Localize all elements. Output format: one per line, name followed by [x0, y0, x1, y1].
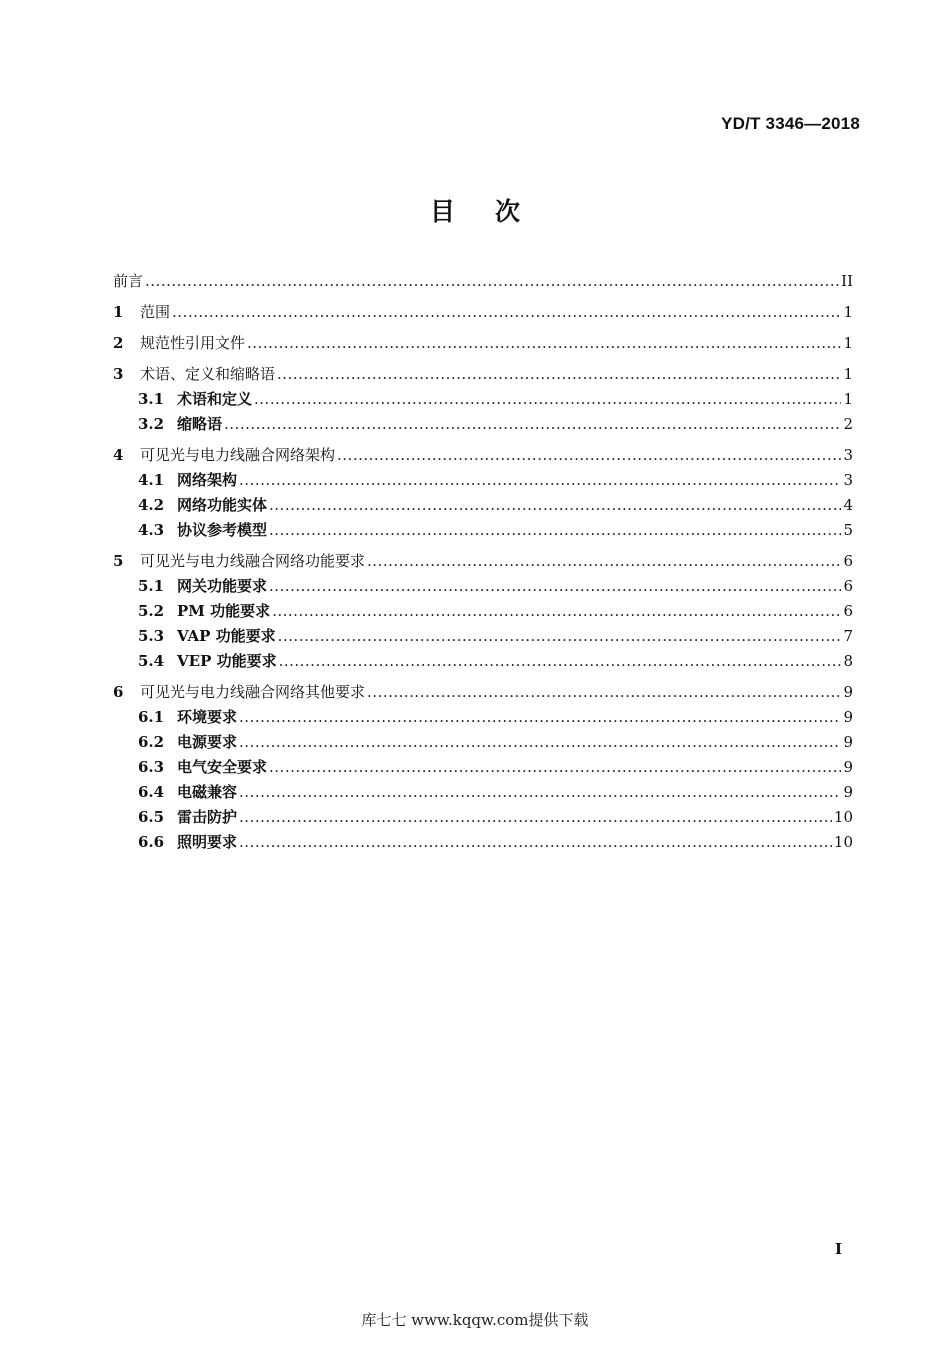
document-code: YD/T 3346—2018 [721, 114, 860, 133]
toc-entry-page: 6 [843, 552, 853, 570]
toc-entry-number: 6.1 [138, 708, 165, 726]
toc-entry-title: 可见光与电力线融合网络其他要求 [140, 683, 366, 701]
toc-entry-title: VAP 功能要求 [177, 627, 276, 645]
toc-entry-title: 照明要求 [177, 833, 238, 851]
toc-entry-number: 6.6 [138, 833, 165, 851]
toc-entry-title: 术语、定义和缩略语 [140, 365, 276, 383]
toc-entry-page: 6 [843, 577, 853, 595]
toc-dot-leader [224, 415, 841, 433]
toc-entry-page: 8 [843, 652, 853, 670]
toc-dot-leader [239, 708, 841, 726]
toc-entry-number: 6.4 [138, 783, 165, 801]
toc-entry-page: 10 [833, 808, 853, 826]
toc-dot-leader [239, 471, 841, 489]
toc-title: 目次 [429, 197, 560, 226]
toc-entry-title: 术语和定义 [177, 390, 253, 408]
toc-entry-page: 9 [843, 733, 853, 751]
toc-entry-title: 前言 [113, 272, 144, 290]
toc-entry-title: 范围 [140, 303, 171, 321]
toc-entry-page: 2 [843, 415, 853, 433]
toc-entry-number: 5.1 [138, 577, 165, 595]
toc-entry-page: 9 [843, 708, 853, 726]
toc-entry-title: 电气安全要求 [177, 758, 268, 776]
toc-entry-page: 5 [843, 521, 853, 539]
toc-dot-leader [269, 577, 841, 595]
toc-entry[interactable] [113, 550, 853, 575]
download-footer: 库七七 www.kqqw.com提供下载 [361, 1311, 589, 1329]
toc-entry-number: 5.2 [138, 602, 165, 620]
toc-entry[interactable] [113, 494, 853, 519]
toc-entry-page: 9 [843, 683, 853, 701]
toc-entry-page: II [841, 272, 853, 290]
toc-entry-number: 6.2 [138, 733, 165, 751]
toc-dot-leader [278, 627, 842, 645]
toc-entry-number: 4.2 [138, 496, 165, 514]
toc-dot-leader [239, 808, 832, 826]
toc-entry-number: 3.1 [138, 390, 165, 408]
toc-dot-leader [269, 521, 841, 539]
toc-entry-number: 1 [113, 303, 124, 321]
toc-entry[interactable] [113, 781, 853, 806]
toc-entry[interactable] [113, 332, 853, 357]
toc-entry-number: 6.3 [138, 758, 165, 776]
toc-dot-leader [272, 602, 841, 620]
toc-dot-leader [145, 272, 839, 290]
toc-entry-title: 协议参考模型 [177, 521, 268, 539]
toc-entry[interactable] [113, 519, 853, 544]
toc-entry-title: 电磁兼容 [177, 783, 238, 801]
toc-entry-number: 5 [113, 552, 124, 570]
toc-dot-leader [277, 365, 841, 383]
toc-entry-page: 3 [843, 446, 853, 464]
toc-entry-number: 4.3 [138, 521, 165, 539]
toc-entry[interactable] [113, 363, 853, 388]
toc-dot-leader [367, 683, 841, 701]
toc-dot-leader [239, 833, 832, 851]
toc-entry-number: 6.5 [138, 808, 165, 826]
toc-entry-page: 1 [843, 390, 853, 408]
toc-entry[interactable] [113, 270, 853, 295]
toc-dot-leader [337, 446, 841, 464]
toc-dot-leader [247, 334, 841, 352]
toc-entry-title: 规范性引用文件 [140, 334, 246, 352]
toc-entry-number: 3 [113, 365, 124, 383]
toc-entry-title: PM 功能要求 [177, 602, 271, 620]
toc-entry[interactable] [113, 388, 853, 413]
toc-entry[interactable] [113, 444, 853, 469]
toc-dot-leader [254, 390, 841, 408]
toc-entry[interactable] [113, 731, 853, 756]
toc-dot-leader [269, 496, 841, 514]
toc-entry-number: 4.1 [138, 471, 165, 489]
toc-entry[interactable] [113, 706, 853, 731]
toc-dot-leader [279, 652, 842, 670]
toc-entry-number: 5.3 [138, 627, 165, 645]
toc-entry-page: 10 [833, 833, 853, 851]
toc-entry-page: 1 [843, 334, 853, 352]
toc-entry-title: 网络功能实体 [177, 496, 268, 514]
toc-entry[interactable] [113, 413, 853, 438]
page-number: I [834, 1240, 842, 1258]
toc-entry-number: 6 [113, 683, 124, 701]
toc-dot-leader [239, 733, 841, 751]
toc-entry[interactable] [113, 806, 853, 831]
toc-entry-page: 3 [843, 471, 853, 489]
toc-dot-leader [367, 552, 841, 570]
toc-entry-page: 9 [843, 758, 853, 776]
toc-dot-leader [269, 758, 841, 776]
toc-entry-title: 雷击防护 [177, 808, 238, 826]
toc-entry[interactable] [113, 756, 853, 781]
toc-entry[interactable] [113, 469, 853, 494]
toc-entry-number: 5.4 [138, 652, 165, 670]
toc-entry-title: 可见光与电力线融合网络功能要求 [140, 552, 366, 570]
toc-entry-title: 缩略语 [177, 415, 223, 433]
toc-entry-page: 6 [843, 602, 853, 620]
toc-entry-page: 1 [843, 365, 853, 383]
toc-dot-leader [239, 783, 841, 801]
toc-entry-title: 电源要求 [177, 733, 238, 751]
toc-entry-page: 1 [843, 303, 853, 321]
toc-entry-title: 网络架构 [177, 471, 238, 489]
toc-entry-number: 3.2 [138, 415, 165, 433]
toc-entry[interactable] [113, 600, 853, 625]
toc-entry-title: 环境要求 [177, 708, 238, 726]
toc-entry-page: 7 [843, 627, 853, 645]
toc-entry-number: 2 [113, 334, 124, 352]
toc-dot-leader [172, 303, 841, 321]
toc-entry[interactable] [113, 301, 853, 326]
toc-entry-title: 可见光与电力线融合网络架构 [140, 446, 336, 464]
toc-entry[interactable] [113, 650, 853, 675]
toc-entry-page: 4 [843, 496, 853, 514]
toc-entry[interactable] [113, 831, 853, 856]
toc-entry-number: 4 [113, 446, 124, 464]
toc-entry-title: 网关功能要求 [177, 577, 268, 595]
table-of-contents [113, 270, 853, 856]
toc-entry[interactable] [113, 625, 853, 650]
toc-entry[interactable] [113, 681, 853, 706]
toc-entry-page: 9 [843, 783, 853, 801]
toc-entry[interactable] [113, 575, 853, 600]
toc-entry-title: VEP 功能要求 [177, 652, 277, 670]
